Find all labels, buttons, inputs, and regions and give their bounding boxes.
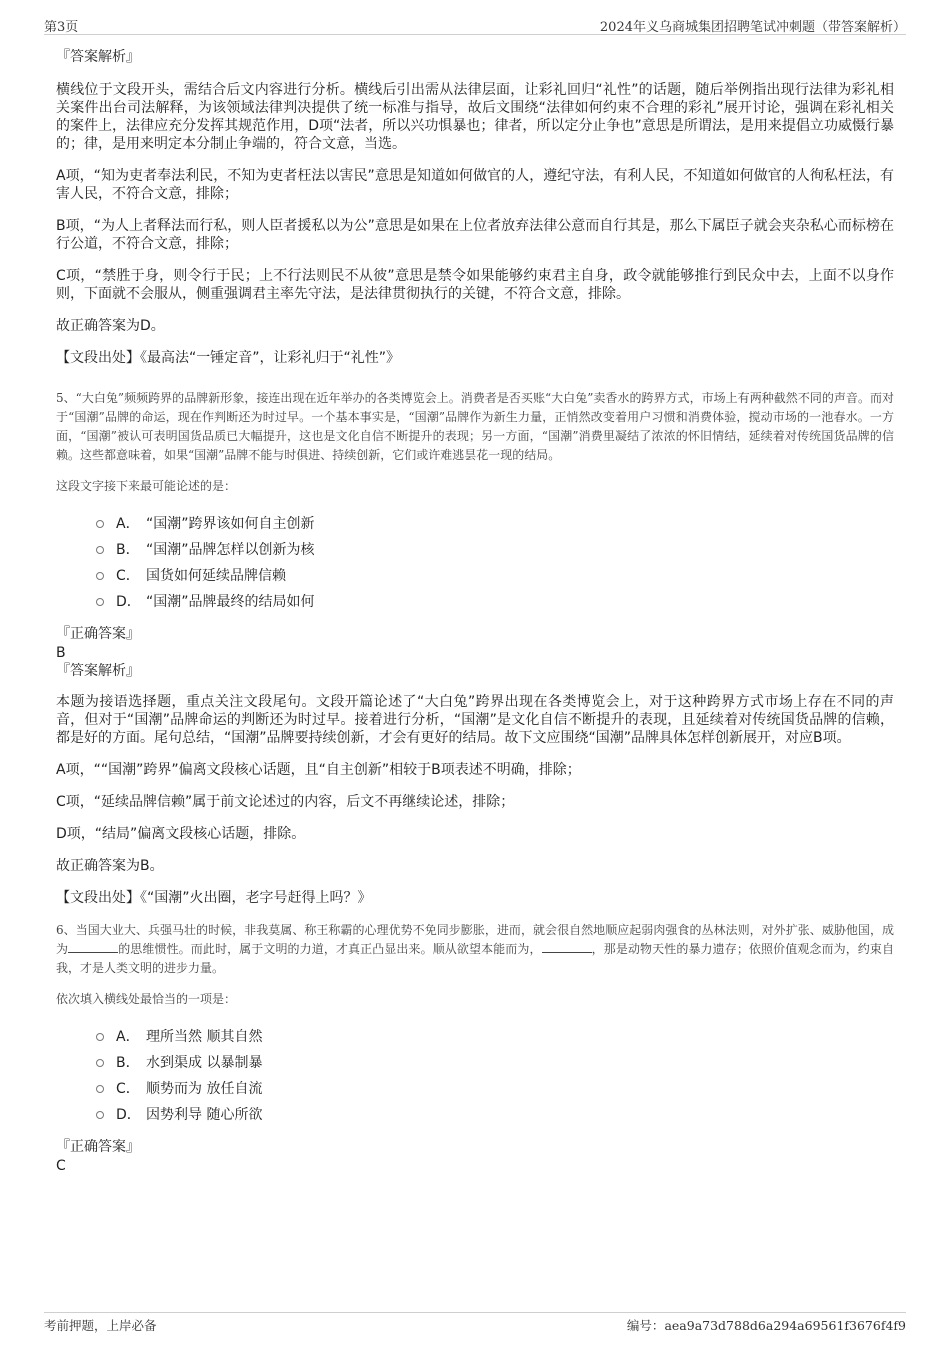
question-6-prompt: 依次填入横线处最恰当的一项是： [56,992,237,1006]
correct-answer-label: 『正确答案』 [56,626,140,642]
option-letter: C． [116,1081,140,1097]
blank-2 [542,942,592,953]
analysis-paragraph: D项，“结局”偏离文段核心话题，排除。 [56,826,306,842]
analysis-label: 『答案解析』 [56,663,140,679]
question-5-stem: 5、“大白兔”频频跨界的品牌新形象，接连出现在近年举办的各类博览会上。消费者是否买账“大白兔”卖香水的跨界方式，市场上有两种截然不同的声音。而对于“国潮”品牌的命运，现在作判断还为时过早。一个基本事实是，“国潮”品牌作为新生力量，正悄然改变着用户习惯和消费体验，搅动市场的一池春水。一方面，“国潮”被认可表明国货品质已大幅提升，这也是文化自信不断提升的表现；另一方面，“国潮”消费里凝结了浓浓的怀旧情结，延续着对传统国货品牌的信赖。这些都意味着，如果“国潮”品牌不能与时俱进、持续创新，它们或许难逃昙花一现的结局。 [56,391,894,462]
option-text: 水到渠成 以暴制暴 [146,1055,263,1071]
radio-icon[interactable] [96,598,104,606]
option-d[interactable] [56,589,894,615]
question-6-stem [56,921,894,978]
option-letter: C． [116,568,140,584]
option-c[interactable] [56,563,894,589]
option-letter: D． [116,1107,141,1123]
question-5-options [56,511,894,615]
radio-icon[interactable] [96,546,104,554]
document-code [627,1316,906,1334]
code-value: aea9a73d788d6a294a69561f3676f4f9 [664,1318,906,1333]
option-text: “国潮”跨界该如何自主创新 [146,516,315,532]
source-citation: 【文段出处】《“国潮”火出圈，老字号赶得上吗？》 [56,890,372,906]
option-c[interactable] [56,1076,894,1102]
question-5-prompt: 这段文字接下来最可能论述的是： [56,479,237,493]
option-letter: A． [116,1029,140,1045]
question-6-options [56,1024,894,1128]
option-text: 理所当然 顺其自然 [146,1029,263,1045]
stem-part: ，那是动物天性的暴力遗存；依照价值观念而为，约束自我，才是人类文明的进步力量。 [56,942,894,975]
option-b[interactable] [56,1050,894,1076]
option-letter: B． [116,542,140,558]
radio-icon[interactable] [96,1085,104,1093]
option-letter: B． [116,1055,140,1071]
radio-icon[interactable] [96,1111,104,1119]
option-letter: A． [116,516,140,532]
analysis-paragraph: B项，“为人上者释法而行私，则人臣者援私以为公”意思是如果在上位者放弃法律公意而自行其是，那么下属臣子就会夹杂私心而标榜在行公道，不符合文意，排除； [56,218,894,252]
option-d[interactable] [56,1102,894,1128]
page-number: 第3页 [44,20,79,35]
analysis-paragraph: A项，“知为吏者奉法利民，不知为吏者枉法以害民”意思是知道如何做官的人，遵纪守法，有利人民，不知道如何做官的人徇私枉法，有害人民，不符合文意，排除； [56,168,894,202]
source-citation: 【文段出处】《最高法“一锤定音”，让彩礼归于“礼性”》 [56,350,401,366]
correct-answer: C [56,1158,66,1174]
analysis-paragraph: A项，““国潮”跨界”偏离文段核心话题，且“自主创新”相较于B项表述不明确，排除； [56,762,581,778]
correct-answer-label: 『正确答案』 [56,1139,140,1155]
blank-1 [68,942,118,953]
option-b[interactable] [56,537,894,563]
analysis-conclusion: 故正确答案为D。 [56,318,165,334]
option-text: 顺势而为 放任自流 [146,1081,263,1097]
analysis-conclusion: 故正确答案为B。 [56,858,164,874]
code-label: 编号： [626,1318,665,1333]
option-text: “国潮”品牌最终的结局如何 [146,594,315,610]
analysis-paragraph: 本题为接语选择题，重点关注文段尾句。文段开篇论述了“大白兔”跨界出现在各类博览会上，对于这种跨界方式市场上存在不同的声音，但对于“国潮”品牌命运的判断还为时过早。接着进行分析，“国潮”是文化自信不断提升的表现，且延续着对传统国货品牌的信赖，都是好的方面。尾句总结，“国潮”品牌要持续创新，才会有更好的结局。故下文应围绕“国潮”品牌具体怎样创新展开，对应B项。 [56,694,894,746]
option-text: “国潮”品牌怎样以创新为核 [146,542,315,558]
option-text: 国货如何延续品牌信赖 [146,568,286,584]
option-a[interactable] [56,511,894,537]
analysis-paragraph: C项，“延续品牌信赖”属于前文论述过的内容，后文不再继续论述，排除； [56,794,515,810]
page-header [44,14,906,35]
analysis-label: 『答案解析』 [56,49,140,65]
footer-slogan: 考前押题，上岸必备 [44,1318,157,1333]
correct-answer: B [56,645,66,661]
analysis-paragraph: 横线位于文段开头，需结合后文内容进行分析。横线后引出需从法律层面，让彩礼回归“礼性”的话题，随后举例指出现行法律为彩礼相关案件出台司法解释，为该领域法律判决提供了统一标准与指导，故后文围绕“法律如何约束不合理的彩礼”展开讨论，强调在彩礼相关的案件上，法律应充分发挥其规范作用，D项“法者，所以兴功惧暴也；律者，所以定分止争也”意思是所谓法，是用来提倡立功威慑行暴的；律，是用来明定本分制止争端的，符合文意，当选。 [56,82,894,152]
option-a[interactable] [56,1024,894,1050]
stem-part: 6、当国大业大、兵强马壮的时候，非我莫属、称王称霸的心理优势不免同步膨胀，进而，就会很自然地顺应起弱肉强食的丛林法则，对外扩张、威胁他国，成为 [56,923,894,956]
page-footer [44,1312,906,1335]
radio-icon[interactable] [96,1033,104,1041]
document-title: 2024年义乌商城集团招聘笔试冲刺题（带答案解析） [599,20,906,35]
option-text: 因势利导 随心所欲 [146,1107,263,1123]
option-letter: D． [116,594,141,610]
stem-part: 的思维惯性。而此时，属于文明的力道，才真正凸显出来。顺从欲望本能而为， [118,942,542,956]
radio-icon[interactable] [96,1059,104,1067]
analysis-paragraph: C项，“禁胜于身，则令行于民；上不行法则民不从彼”意思是禁令如果能够约束君主自身，政令就能够推行到民众中去，上面不以身作则，下面就不会服从，侧重强调君主率先守法，是法律贯彻执行的关键，不符合文意，排除。 [56,268,894,302]
radio-icon[interactable] [96,520,104,528]
radio-icon[interactable] [96,572,104,580]
page-content [56,48,894,1175]
